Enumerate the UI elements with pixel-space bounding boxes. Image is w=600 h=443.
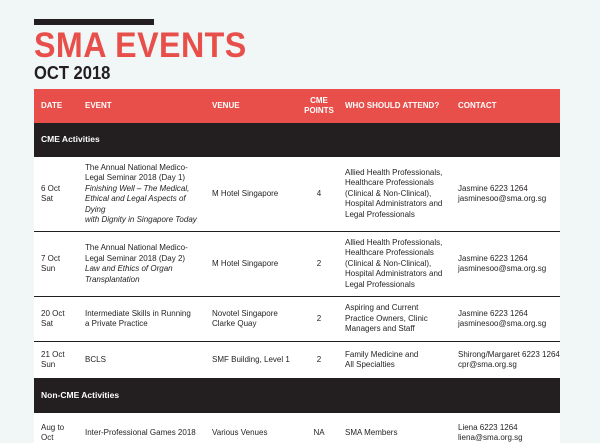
col-header-date: DATE [34, 89, 78, 123]
page-subtitle: OCT 2018 [34, 63, 111, 83]
contact-email[interactable]: jasminesoo@sma.org.sg [458, 194, 547, 203]
event-line: Inter-Professional Games 2018 [85, 427, 196, 437]
contact-name-phone: Jasmine 6223 1264 [458, 183, 528, 193]
date-line1: 21 Oct [41, 349, 65, 359]
col-header-who-should-attend: WHO SHOULD ATTEND? [338, 89, 451, 123]
date-line1: 7 Oct [41, 253, 61, 263]
date-line2: Sat [41, 194, 54, 203]
cell-event [78, 157, 205, 232]
contact-name-phone: Liena 6223 1264 [458, 422, 518, 432]
event-line: BCLS [85, 354, 106, 364]
cell-cme-points: 2 [300, 232, 338, 297]
cell-date [34, 297, 78, 342]
cell-venue [205, 297, 300, 342]
attend-line: Allied Health Professionals, [345, 237, 443, 247]
date-line2: Sat [41, 319, 54, 328]
page-title: SMA EVENTS [34, 26, 247, 65]
table-row [34, 157, 560, 232]
section-row-cme [34, 123, 560, 157]
attend-line: Legal Professionals [345, 209, 415, 219]
event-line: Intermediate Skills in Running [85, 308, 191, 318]
cell-date [34, 232, 78, 297]
title-accent-bar [34, 19, 154, 25]
event-line: a Private Practice [85, 319, 148, 328]
attend-line: Managers and Staff [345, 324, 415, 334]
table-row [34, 232, 560, 297]
cell-who-should-attend [338, 232, 451, 297]
col-header-cme-points-line2: POINTS [304, 106, 334, 115]
cell-contact [451, 297, 560, 342]
col-header-venue: VENUE [205, 89, 300, 123]
table-row [34, 413, 560, 443]
cell-event [78, 232, 205, 297]
attend-line: Healthcare Professionals [345, 178, 434, 188]
attend-line: Family Medicine and [345, 349, 419, 359]
section-row-non-cme [34, 379, 560, 413]
venue-line: Various Venues [212, 427, 268, 437]
col-header-cme-points [300, 89, 338, 123]
event-line: The Annual National Medico- [85, 162, 188, 172]
contact-name-phone: Jasmine 6223 1264 [458, 308, 528, 318]
cell-contact [451, 157, 560, 232]
col-header-contact: CONTACT [451, 89, 560, 123]
date-line1: 20 Oct [41, 308, 65, 318]
cell-who-should-attend [338, 297, 451, 342]
contact-name-phone: Shirong/Margaret 6223 1264 [458, 349, 560, 359]
date-line1: Aug to [41, 422, 65, 432]
attend-line: SMA Members [345, 427, 398, 437]
section-label-non-cme: Non-CME Activities [34, 379, 560, 413]
cell-venue [205, 342, 300, 379]
cell-cme-points: 4 [300, 157, 338, 232]
venue-line: M Hotel Singapore [212, 188, 279, 198]
event-theme-line: Finishing Well – The Medical, [85, 183, 190, 193]
date-line2: Oct [41, 433, 54, 442]
event-line: Legal Seminar 2018 (Day 2) [85, 253, 186, 263]
cell-contact [451, 413, 560, 443]
contact-email[interactable]: jasminesoo@sma.org.sg [458, 264, 547, 273]
date-line2: Sun [41, 264, 56, 273]
attend-line: (Clinical & Non-Clinical), [345, 188, 432, 198]
cell-event [78, 413, 205, 443]
date-line2: Sun [41, 360, 56, 369]
event-theme-line: Law and Ethics of Organ [85, 264, 173, 273]
cell-who-should-attend [338, 157, 451, 232]
attend-line: Healthcare Professionals [345, 248, 434, 258]
cell-contact [451, 342, 560, 379]
contact-email[interactable]: liena@sma.org.sg [458, 433, 523, 442]
cell-contact [451, 232, 560, 297]
contact-email[interactable]: cpr@sma.org.sg [458, 360, 517, 369]
event-theme-line: with Dignity in Singapore Today [85, 215, 197, 224]
event-line: Legal Seminar 2018 (Day 1) [85, 173, 186, 182]
venue-line: Novotel Singapore [212, 308, 278, 318]
cell-date [34, 413, 78, 443]
contact-email[interactable]: jasminesoo@sma.org.sg [458, 319, 547, 328]
venue-line: Clarke Quay [212, 319, 257, 328]
cell-date [34, 342, 78, 379]
attend-line: Hospital Administrators and [345, 199, 443, 209]
attend-line: Hospital Administrators and [345, 269, 443, 279]
venue-line: SMF Building, Level 1 [212, 354, 290, 364]
attend-line: Aspiring and Current [345, 303, 419, 313]
cell-cme-points: 2 [300, 297, 338, 342]
cell-cme-points: NA [313, 427, 325, 437]
event-line: The Annual National Medico- [85, 243, 188, 252]
cell-event [78, 342, 205, 379]
cell-cme-points: 2 [300, 342, 338, 379]
section-label-cme: CME Activities [34, 123, 560, 157]
table-row [34, 342, 560, 379]
cell-event [78, 297, 205, 342]
cell-venue [205, 232, 300, 297]
col-header-cme-points-line1: CME [310, 96, 328, 105]
attend-line: Legal Professionals [345, 279, 415, 289]
event-theme-line: Transplantation [85, 274, 140, 284]
cell-who-should-attend [338, 413, 451, 443]
cell-venue [205, 413, 300, 443]
attend-line: Practice Owners, Clinic [345, 313, 428, 323]
events-table [34, 89, 560, 443]
date-line1: 6 Oct [41, 183, 61, 193]
cell-who-should-attend [338, 342, 451, 379]
table-header-row [34, 89, 560, 123]
table-row [34, 297, 560, 342]
event-theme-line: Ethical and Legal Aspects of Dying [85, 194, 186, 214]
attend-line: All Specialties [345, 360, 395, 369]
attend-line: Allied Health Professionals, [345, 167, 443, 177]
col-header-event: EVENT [78, 89, 205, 123]
cell-venue [205, 157, 300, 232]
attend-line: (Clinical & Non-Clinical), [345, 258, 432, 268]
cell-date [34, 157, 78, 232]
venue-line: M Hotel Singapore [212, 258, 279, 268]
contact-name-phone: Jasmine 6223 1264 [458, 253, 528, 263]
